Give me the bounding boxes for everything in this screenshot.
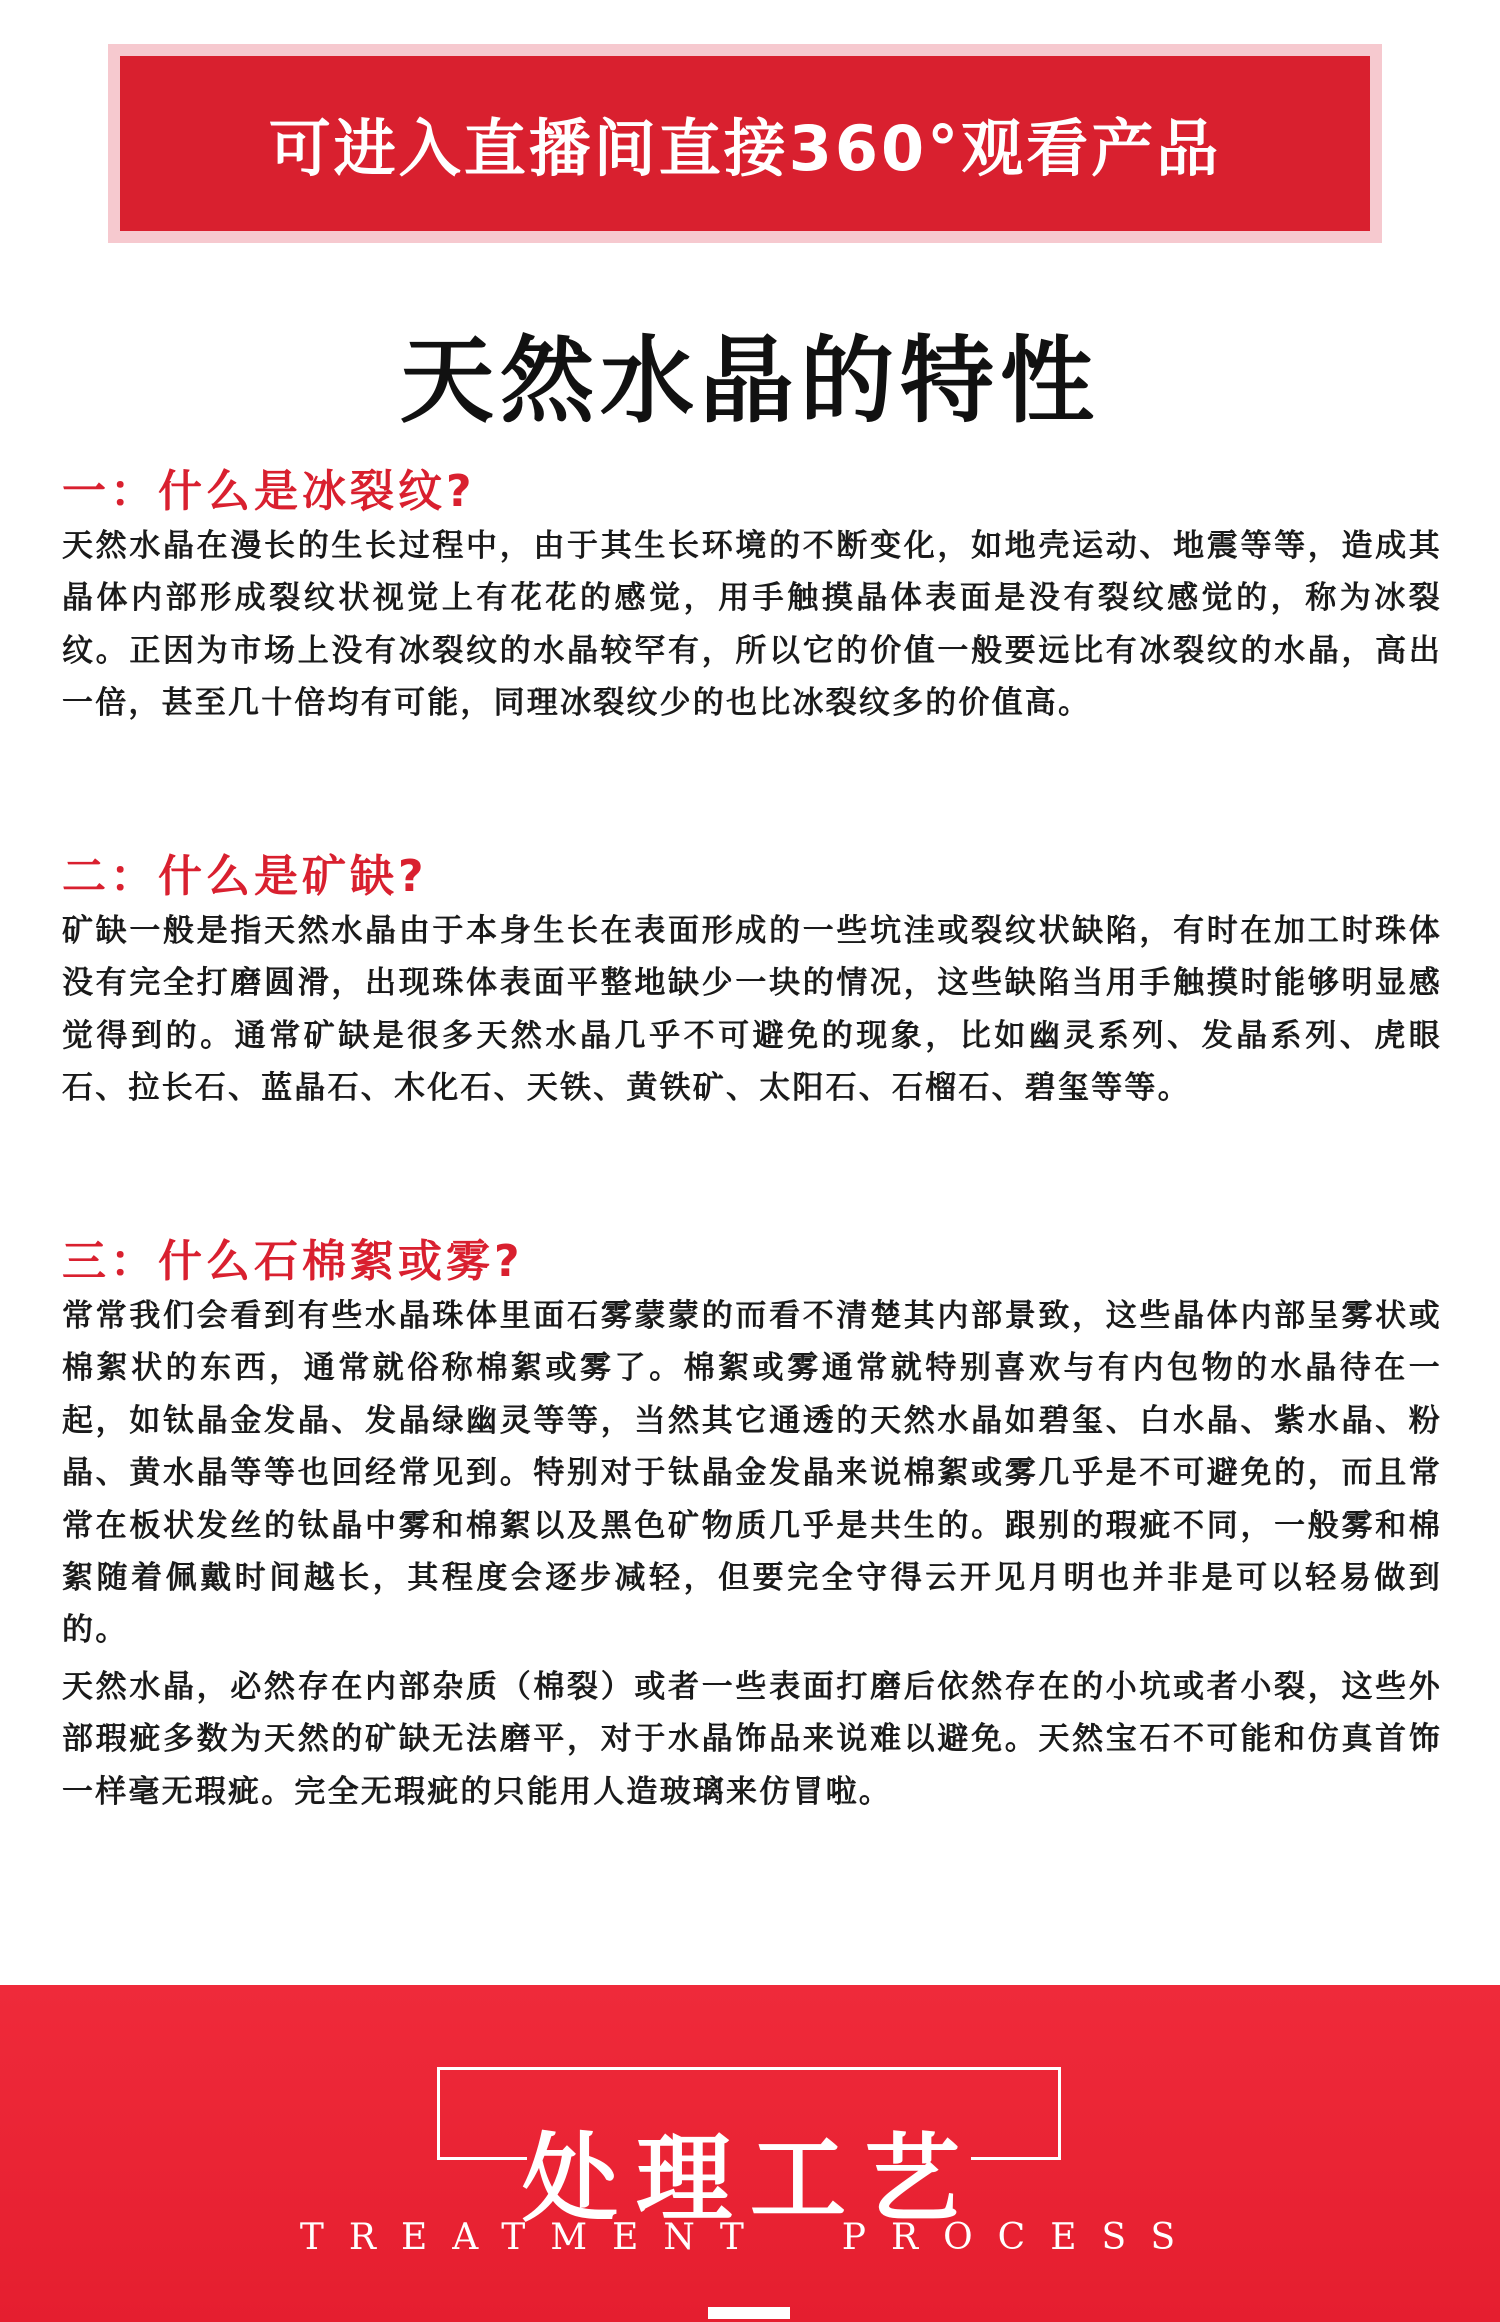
section-body: 常常我们会看到有些水晶珠体里面石雾蒙蒙的而看不清楚其内部景致，这些晶体内部呈雾状或棉絮状的东西，通常就俗称棉絮或雾了。棉絮或雾通常就特别喜欢与有内包物的水晶待在一起，如钛晶金发晶、发晶绿幽灵等等，当然其它通透的天然水晶如碧玺、白水晶、紫水晶、粉晶、黄水晶等等也回经常见到。特别对于钛晶金发晶来说棉絮或雾几乎是不可避免的，而且常常在板状发丝的钛晶中雾和棉絮以及黑色矿物质几乎是共生的。跟别的瑕疵不同，一般雾和棉絮随着佩戴时间越长，其程度会逐步减轻，但要完全守得云开见月明也并非是可以轻易做到的。 [62,1298,1442,1649]
live-banner[interactable] [120,56,1370,231]
section-cotton-fog [62,1234,1442,1818]
section-mineral-defect [62,849,1442,1115]
treatment-process-banner [0,1985,1500,2322]
section-ice-crack [62,464,1442,730]
section-heading: 三：什么石棉絮或雾? [62,1236,524,1287]
section-heading: 一：什么是冰裂纹? [62,466,476,517]
live-banner-frame [108,44,1382,243]
live-banner-text: 可进入直播间直接360°观看产品 [268,112,1222,185]
section-body: 矿缺一般是指天然水晶由于本身生长在表面形成的一些坑洼或裂纹状缺陷，有时在加工时珠体没有完全打磨圆滑，出现珠体表面平整地缺少一块的情况，这些缺陷当用手触摸时能够明显感觉得到的。通常矿缺是很多天然水晶几乎不可避免的现象，比如幽灵系列、发晶系列、虎眼石、拉长石、蓝晶石、木化石、天铁、黄铁矿、太阳石、石榴石、碧玺等等。 [62,913,1442,1107]
divider-bar [708,2307,790,2319]
page-title: 天然水晶的特性 [399,327,1100,436]
section-heading: 二：什么是矿缺? [62,851,428,902]
section-note: 天然水晶，必然存在内部杂质（棉裂）或者一些表面打磨后依然存在的小坑或者小裂，这些外部瑕疵多数为天然的矿缺无法磨平，对于水晶饰品来说难以避免。天然宝石不可能和仿真首饰一样毫无瑕疵。完全无瑕疵的只能用人造玻璃来仿冒啦。 [62,1668,1442,1810]
process-subtitle: TREATMENT PROCESS [299,2217,1201,2258]
section-body: 天然水晶在漫长的生长过程中，由于其生长环境的不断变化，如地壳运动、地震等等，造成其晶体内部形成裂纹状视觉上有花花的感觉，用手触摸晶体表面是没有裂纹感觉的，称为冰裂纹。正因为市场上没有冰裂纹的水晶较罕有，所以它的价值一般要远比有冰裂纹的水晶，高出一倍，甚至几十倍均有可能，同理冰裂纹少的也比冰裂纹多的价值高。 [62,528,1442,722]
process-title: 处理工艺 [522,2123,978,2235]
